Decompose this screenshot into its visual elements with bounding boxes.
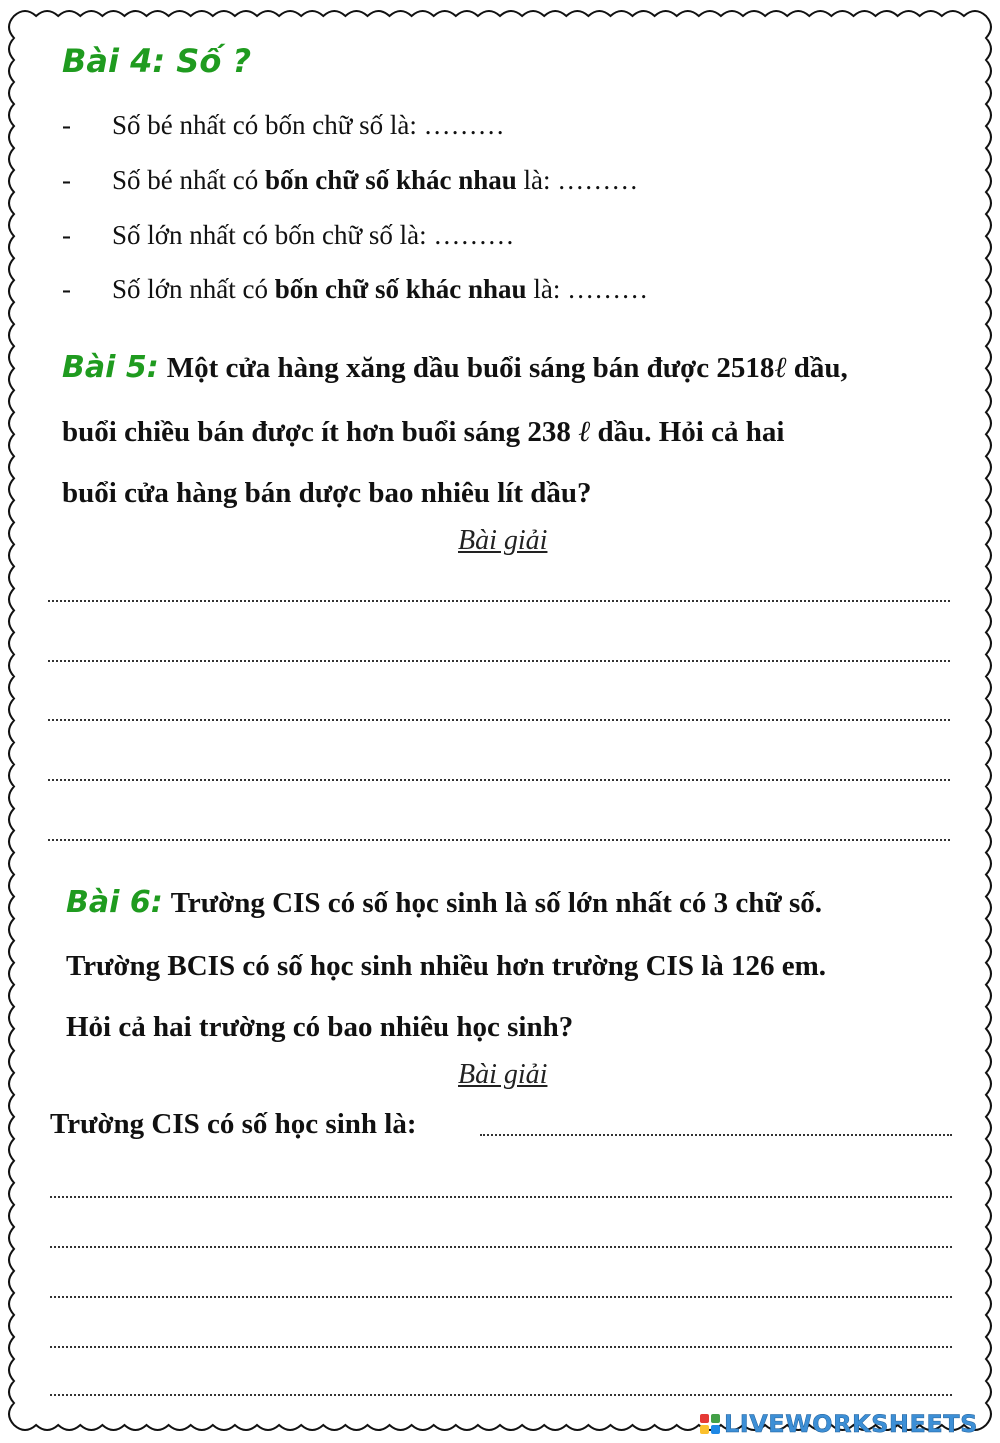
bai4-item-3 — [62, 220, 514, 251]
bai6-answer-line-5[interactable] — [50, 1346, 952, 1348]
bai5-heading: Bài 5: — [62, 350, 159, 385]
bullet-dash: - — [62, 220, 71, 250]
bai6-solution-title: Bài giải — [458, 1059, 548, 1090]
bai5-solution-title: Bài giải — [458, 525, 548, 556]
liter-symbol: ℓ — [578, 414, 591, 448]
bai4-item-2 — [62, 165, 638, 196]
bai5-line-3: buổi cửa hàng bán dược bao nhiêu lít dầu? — [62, 477, 592, 509]
bai5-line-1 — [62, 350, 848, 385]
bai5-answer-line-1[interactable] — [48, 600, 950, 602]
logo-blocks-icon — [700, 1414, 720, 1434]
logo-text: LIVEWORKSHEETS — [724, 1410, 978, 1438]
bai6-text-1: Trường CIS có số học sinh là số lớn nhất có 3 chữ số. — [170, 887, 823, 919]
bai5-answer-line-2[interactable] — [48, 660, 950, 662]
bai5-text-1-end: dầu, — [786, 352, 848, 384]
bai6-answer-line-2[interactable] — [50, 1196, 952, 1198]
bai6-answer-field-1[interactable] — [480, 1134, 952, 1136]
bai4-item-4-bold: bốn chữ số khác nhau — [274, 274, 527, 304]
bai6-answer-line-3[interactable] — [50, 1246, 952, 1248]
liter-symbol: ℓ — [774, 350, 787, 384]
bai6-answer-line-4[interactable] — [50, 1296, 952, 1298]
bullet-dash: - — [62, 274, 71, 304]
bai6-answer-line-6[interactable] — [50, 1394, 952, 1396]
bai6-heading: Bài 6: — [66, 885, 163, 920]
bai6-answer-prompt: Trường CIS có số học sinh là: — [50, 1108, 417, 1140]
bai6-line-1 — [66, 885, 822, 920]
bullet-dash: - — [62, 110, 71, 140]
bai5-answer-line-5[interactable] — [48, 839, 950, 841]
bullet-dash: - — [62, 165, 71, 195]
bai4-item-4-answer: là: ……… — [526, 274, 649, 304]
bai4-item-1-text: Số bé nhất có bốn chữ số là: ……… — [112, 110, 505, 140]
bai4-item-4-text: Số lớn nhất có — [112, 274, 275, 304]
liveworksheets-logo — [700, 1410, 978, 1438]
bai5-text-1: Một cửa hàng xăng dầu buổi sáng bán được 2518 — [166, 352, 775, 384]
bai6-line-3: Hỏi cả hai trường có bao nhiêu học sinh? — [66, 1011, 574, 1043]
bai4-item-1 — [62, 110, 505, 141]
bai5-text-2: buổi chiều bán được ít hơn buổi sáng 238 — [62, 416, 579, 448]
bai5-line-2 — [62, 414, 784, 449]
bai4-item-2-text: Số bé nhất có — [112, 165, 265, 195]
bai4-item-4 — [62, 274, 648, 305]
bai5-answer-line-3[interactable] — [48, 719, 950, 721]
bai5-answer-line-4[interactable] — [48, 779, 950, 781]
bai4-item-2-bold: bốn chữ số khác nhau — [264, 165, 517, 195]
bai5-text-2-end: dầu. Hỏi cả hai — [590, 416, 785, 448]
bai4-item-3-text: Số lớn nhất có bốn chữ số là: ……… — [112, 220, 515, 250]
bai4-item-2-answer: là: ……… — [516, 165, 639, 195]
bai4-heading: Bài 4: Số ? — [62, 42, 252, 80]
bai6-line-2: Trường BCIS có số học sinh nhiều hơn trường CIS là 126 em. — [66, 950, 827, 982]
